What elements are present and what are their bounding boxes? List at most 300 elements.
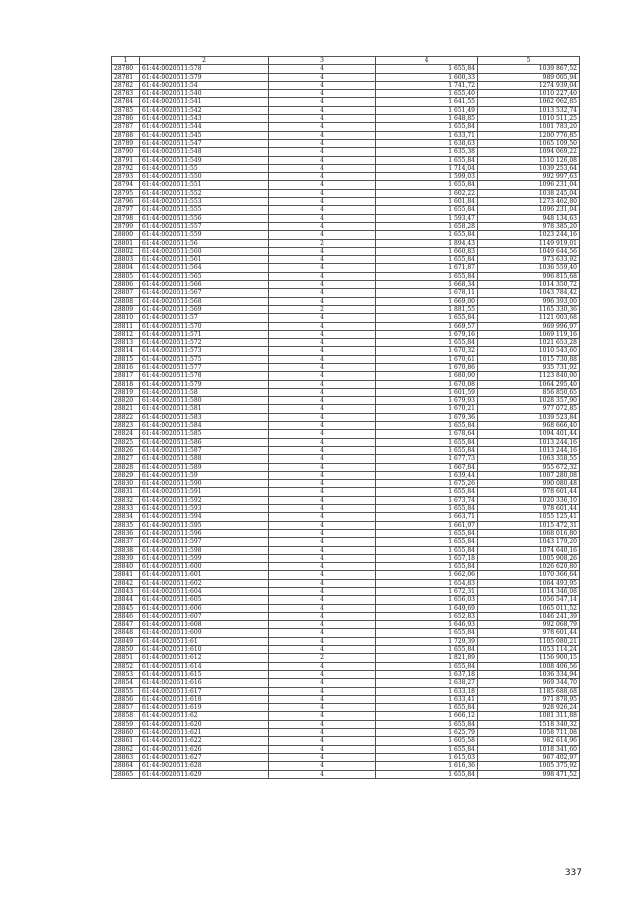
category-cell: 4 (269, 596, 376, 604)
table-row (112, 745, 580, 753)
value-cell: 989 005,94 (478, 73, 580, 81)
value-cell: 1200 776,85 (478, 131, 580, 139)
area-cell: 1 652,83 (376, 612, 478, 620)
area-cell: 1 601,59 (376, 388, 478, 396)
row-number-cell: 28813 (112, 339, 140, 347)
area-cell: 1 655,84 (376, 339, 478, 347)
table-row (112, 314, 580, 322)
area-cell: 1 678,11 (376, 289, 478, 297)
row-number-cell: 28852 (112, 662, 140, 670)
row-number-cell: 28864 (112, 762, 140, 770)
table-row (112, 496, 580, 504)
value-cell: 1039 867,52 (478, 65, 580, 73)
area-cell: 1 655,84 (376, 704, 478, 712)
area-cell: 1 680,00 (376, 372, 478, 380)
table-row (112, 679, 580, 687)
cadastral-number-cell: 61:44:0020511:552 (140, 189, 269, 197)
value-cell: 1273 462,80 (478, 198, 580, 206)
column-header-5: 5 (478, 57, 580, 65)
table-row (112, 380, 580, 388)
category-cell: 4 (269, 737, 376, 745)
category-cell: 4 (269, 339, 376, 347)
category-cell: 4 (269, 231, 376, 239)
area-cell: 1 649,69 (376, 604, 478, 612)
row-number-cell: 28853 (112, 670, 140, 678)
table-row (112, 762, 580, 770)
area-cell: 1 673,74 (376, 496, 478, 504)
row-number-cell: 28857 (112, 704, 140, 712)
area-cell: 1 666,12 (376, 712, 478, 720)
category-cell: 4 (269, 148, 376, 156)
row-number-cell: 28784 (112, 98, 140, 106)
category-cell: 4 (269, 322, 376, 330)
row-number-cell: 28801 (112, 239, 140, 247)
category-cell: 4 (269, 181, 376, 189)
cadastral-number-cell: 61:44:0020511:547 (140, 139, 269, 147)
area-cell: 1 638,27 (376, 679, 478, 687)
value-cell: 1014 350,72 (478, 281, 580, 289)
table-row (112, 455, 580, 463)
row-number-cell: 28847 (112, 621, 140, 629)
cadastral-number-cell: 61:44:0020511:544 (140, 123, 269, 131)
area-cell: 1 655,84 (376, 546, 478, 554)
header-row (112, 57, 580, 65)
category-cell: 4 (269, 388, 376, 396)
area-cell: 1 655,84 (376, 646, 478, 654)
category-cell: 4 (269, 256, 376, 264)
category-cell: 4 (269, 563, 376, 571)
category-cell: 4 (269, 762, 376, 770)
value-cell: 978 385,20 (478, 222, 580, 230)
area-cell: 1 602,22 (376, 189, 478, 197)
area-cell: 1 655,84 (376, 770, 478, 778)
category-cell: 4 (269, 422, 376, 430)
category-cell: 4 (269, 413, 376, 421)
row-number-cell: 28817 (112, 372, 140, 380)
value-cell: 967 402,97 (478, 753, 580, 761)
table-row (112, 139, 580, 147)
category-cell: 4 (269, 90, 376, 98)
table-row (112, 753, 580, 761)
table-row (112, 571, 580, 579)
category-cell: 4 (269, 206, 376, 214)
table-row (112, 347, 580, 355)
category-cell: 4 (269, 156, 376, 164)
cadastral-number-cell: 61:44:0020511:629 (140, 770, 269, 778)
area-cell: 1 657,18 (376, 554, 478, 562)
table-row (112, 621, 580, 629)
cadastral-number-cell: 61:44:0020511:583 (140, 413, 269, 421)
cadastral-number-cell: 61:44:0020511:628 (140, 762, 269, 770)
value-cell: 1065 011,52 (478, 604, 580, 612)
row-number-cell: 28855 (112, 687, 140, 695)
value-cell: 1020 336,10 (478, 496, 580, 504)
category-cell: 4 (269, 372, 376, 380)
row-number-cell: 28839 (112, 554, 140, 562)
value-cell: 1096 231,04 (478, 181, 580, 189)
table-row (112, 339, 580, 347)
category-cell: 4 (269, 98, 376, 106)
row-number-cell: 28818 (112, 380, 140, 388)
value-cell: 1053 114,24 (478, 646, 580, 654)
table-row (112, 90, 580, 98)
area-cell: 1 670,61 (376, 355, 478, 363)
cadastral-number-cell: 61:44:0020511:55 (140, 164, 269, 172)
area-cell: 1 667,84 (376, 463, 478, 471)
row-number-cell: 28822 (112, 413, 140, 421)
row-number-cell: 28858 (112, 712, 140, 720)
category-cell: 4 (269, 679, 376, 687)
cadastral-number-cell: 61:44:0020511:584 (140, 422, 269, 430)
row-number-cell: 28841 (112, 571, 140, 579)
area-cell: 1 714,04 (376, 164, 478, 172)
category-cell: 4 (269, 65, 376, 73)
area-cell: 1 601,84 (376, 198, 478, 206)
row-number-cell: 28851 (112, 654, 140, 662)
row-number-cell: 28826 (112, 446, 140, 454)
value-cell: 1015 730,88 (478, 355, 580, 363)
cadastral-number-cell: 61:44:0020511:559 (140, 231, 269, 239)
table-row (112, 222, 580, 230)
value-cell: 998 471,52 (478, 770, 580, 778)
category-cell: 4 (269, 521, 376, 529)
column-header-4: 4 (376, 57, 478, 65)
table-row (112, 206, 580, 214)
cadastral-number-cell: 61:44:0020511:622 (140, 737, 269, 745)
row-number-cell: 28859 (112, 720, 140, 728)
category-cell: 4 (269, 538, 376, 546)
value-cell: 1121 003,68 (478, 314, 580, 322)
table-row (112, 737, 580, 745)
table-row (112, 106, 580, 114)
area-cell: 1 655,40 (376, 90, 478, 98)
row-number-cell: 28798 (112, 214, 140, 222)
area-cell: 1 651,49 (376, 106, 478, 114)
cadastral-number-cell: 61:44:0020511:614 (140, 662, 269, 670)
value-cell: 1518 340,32 (478, 720, 580, 728)
cadastral-number-cell: 61:44:0020511:601 (140, 571, 269, 579)
cadastral-number-cell: 61:44:0020511:589 (140, 463, 269, 471)
value-cell: 928 926,24 (478, 704, 580, 712)
table-row (112, 231, 580, 239)
value-cell: 1064 295,40 (478, 380, 580, 388)
area-cell: 1 662,06 (376, 571, 478, 579)
area-cell: 1 655,84 (376, 662, 478, 670)
area-cell: 1 655,84 (376, 314, 478, 322)
category-cell: 4 (269, 405, 376, 413)
cadastral-number-cell: 61:44:0020511:608 (140, 621, 269, 629)
area-cell: 1 655,84 (376, 720, 478, 728)
row-number-cell: 28816 (112, 363, 140, 371)
row-number-cell: 28786 (112, 115, 140, 123)
table-row (112, 264, 580, 272)
value-cell: 1018 341,60 (478, 745, 580, 753)
row-number-cell: 28782 (112, 81, 140, 89)
cadastral-number-cell: 61:44:0020511:612 (140, 654, 269, 662)
category-cell: 4 (269, 546, 376, 554)
row-number-cell: 28827 (112, 455, 140, 463)
row-number-cell: 28812 (112, 330, 140, 338)
cadastral-number-cell: 61:44:0020511:620 (140, 720, 269, 728)
category-cell: 4 (269, 355, 376, 363)
area-cell: 1 669,00 (376, 297, 478, 305)
row-number-cell: 28863 (112, 753, 140, 761)
row-number-cell: 28830 (112, 480, 140, 488)
row-number-cell: 28781 (112, 73, 140, 81)
value-cell: 1058 711,08 (478, 729, 580, 737)
value-cell: 1165 330,36 (478, 305, 580, 313)
table-row (112, 148, 580, 156)
category-cell: 4 (269, 330, 376, 338)
value-cell: 1081 311,88 (478, 712, 580, 720)
table-row (112, 289, 580, 297)
row-number-cell: 28838 (112, 546, 140, 554)
value-cell: 1094 401,44 (478, 430, 580, 438)
area-cell: 1 655,84 (376, 272, 478, 280)
value-cell: 1013 532,74 (478, 106, 580, 114)
row-number-cell: 28832 (112, 496, 140, 504)
category-cell: 4 (269, 455, 376, 463)
row-number-cell: 28806 (112, 281, 140, 289)
row-number-cell: 28829 (112, 471, 140, 479)
row-number-cell: 28804 (112, 264, 140, 272)
table-row (112, 596, 580, 604)
row-number-cell: 28843 (112, 588, 140, 596)
cadastral-number-cell: 61:44:0020511:596 (140, 529, 269, 537)
category-cell: 4 (269, 720, 376, 728)
category-cell: 4 (269, 496, 376, 504)
table-row (112, 770, 580, 778)
area-cell: 1 648,85 (376, 115, 478, 123)
row-number-cell: 28850 (112, 646, 140, 654)
area-cell: 1 639,44 (376, 471, 478, 479)
cadastral-number-cell: 61:44:0020511:610 (140, 646, 269, 654)
cadastral-number-cell: 61:44:0020511:561 (140, 256, 269, 264)
cadastral-number-cell: 61:44:0020511:571 (140, 330, 269, 338)
row-number-cell: 28823 (112, 422, 140, 430)
category-cell: 4 (269, 123, 376, 131)
area-cell: 1 655,84 (376, 123, 478, 131)
row-number-cell: 28802 (112, 247, 140, 255)
value-cell: 1062 062,85 (478, 98, 580, 106)
cadastral-number-cell: 61:44:0020511:602 (140, 579, 269, 587)
area-cell: 1 625,79 (376, 729, 478, 737)
area-cell: 1 661,97 (376, 521, 478, 529)
area-cell: 1 675,26 (376, 480, 478, 488)
value-cell: 1007 280,08 (478, 471, 580, 479)
cadastral-number-cell: 61:44:0020511:585 (140, 430, 269, 438)
table-row (112, 173, 580, 181)
cadastral-number-cell: 61:44:0020511:565 (140, 272, 269, 280)
category-cell: 4 (269, 770, 376, 778)
row-number-cell: 28819 (112, 388, 140, 396)
table-row (112, 156, 580, 164)
table-row (112, 687, 580, 695)
value-cell: 1105 080,21 (478, 637, 580, 645)
area-cell: 1 660,83 (376, 247, 478, 255)
value-cell: 1010 543,60 (478, 347, 580, 355)
area-cell: 1 670,08 (376, 380, 478, 388)
table-row (112, 637, 580, 645)
cadastral-number-cell: 61:44:0020511:540 (140, 90, 269, 98)
cadastral-number-cell: 61:44:0020511:594 (140, 513, 269, 521)
table-row (112, 538, 580, 546)
row-number-cell: 28808 (112, 297, 140, 305)
category-cell: 4 (269, 272, 376, 280)
data-table (111, 56, 580, 779)
area-cell: 1 658,28 (376, 222, 478, 230)
value-cell: 1010 511,25 (478, 115, 580, 123)
category-cell: 4 (269, 446, 376, 454)
row-number-cell: 28792 (112, 164, 140, 172)
cadastral-number-cell: 61:44:0020511:587 (140, 446, 269, 454)
row-number-cell: 28807 (112, 289, 140, 297)
cadastral-number-cell: 61:44:0020511:550 (140, 173, 269, 181)
area-cell: 1 638,63 (376, 139, 478, 147)
table-row (112, 704, 580, 712)
value-cell: 1013 244,16 (478, 438, 580, 446)
table-row (112, 355, 580, 363)
row-number-cell: 28836 (112, 529, 140, 537)
area-cell: 1 600,33 (376, 73, 478, 81)
area-cell: 1 655,84 (376, 505, 478, 513)
row-number-cell: 28780 (112, 65, 140, 73)
value-cell: 1055 125,41 (478, 513, 580, 521)
area-cell: 1 677,73 (376, 455, 478, 463)
value-cell: 1043 179,20 (478, 538, 580, 546)
row-number-cell: 28834 (112, 513, 140, 521)
area-cell: 1 655,84 (376, 65, 478, 73)
table-row (112, 98, 580, 106)
table-row (112, 521, 580, 529)
category-cell: 2 (269, 305, 376, 313)
cadastral-number-cell: 61:44:0020511:619 (140, 704, 269, 712)
cadastral-number-cell: 61:44:0020511:615 (140, 670, 269, 678)
row-number-cell: 28820 (112, 397, 140, 405)
category-cell: 4 (269, 712, 376, 720)
row-number-cell: 28854 (112, 679, 140, 687)
cadastral-number-cell: 61:44:0020511:626 (140, 745, 269, 753)
table-row (112, 670, 580, 678)
table-row (112, 388, 580, 396)
table-row (112, 422, 580, 430)
category-cell: 4 (269, 588, 376, 596)
cadastral-number-cell: 61:44:0020511:617 (140, 687, 269, 695)
category-cell: 4 (269, 289, 376, 297)
table-row (112, 405, 580, 413)
cadastral-number-cell: 61:44:0020511:58 (140, 388, 269, 396)
table-row (112, 588, 580, 596)
value-cell: 971 878,95 (478, 695, 580, 703)
category-cell: 4 (269, 314, 376, 322)
area-cell: 1 655,84 (376, 256, 478, 264)
area-cell: 1 679,93 (376, 397, 478, 405)
category-cell: 4 (269, 222, 376, 230)
table-row (112, 189, 580, 197)
value-cell: 978 601,44 (478, 629, 580, 637)
cadastral-number-cell: 61:44:0020511:592 (140, 496, 269, 504)
category-cell: 4 (269, 297, 376, 305)
category-cell: 4 (269, 704, 376, 712)
row-number-cell: 28810 (112, 314, 140, 322)
row-number-cell: 28789 (112, 139, 140, 147)
value-cell: 1274 939,04 (478, 81, 580, 89)
table-row (112, 488, 580, 496)
row-number-cell: 28844 (112, 596, 140, 604)
cadastral-number-cell: 61:44:0020511:541 (140, 98, 269, 106)
row-number-cell: 28800 (112, 231, 140, 239)
table-row (112, 546, 580, 554)
row-number-cell: 28805 (112, 272, 140, 280)
area-cell: 1 646,93 (376, 621, 478, 629)
table-header (112, 57, 580, 65)
category-cell: 4 (269, 430, 376, 438)
table-row (112, 438, 580, 446)
area-cell: 1 655,84 (376, 156, 478, 164)
cadastral-number-cell: 61:44:0020511:604 (140, 588, 269, 596)
cadastral-number-cell: 61:44:0020511:597 (140, 538, 269, 546)
row-number-cell: 28833 (112, 505, 140, 513)
cadastral-number-cell: 61:44:0020511:569 (140, 305, 269, 313)
cadastral-number-cell: 61:44:0020511:578 (140, 65, 269, 73)
table-row (112, 480, 580, 488)
cadastral-number-cell: 61:44:0020511:606 (140, 604, 269, 612)
row-number-cell: 28845 (112, 604, 140, 612)
value-cell: 1096 231,04 (478, 206, 580, 214)
area-cell: 1 655,84 (376, 181, 478, 189)
area-cell: 1 641,55 (376, 98, 478, 106)
row-number-cell: 28856 (112, 695, 140, 703)
table-row (112, 629, 580, 637)
category-cell: 4 (269, 646, 376, 654)
category-cell: 4 (269, 380, 376, 388)
row-number-cell: 28860 (112, 729, 140, 737)
cadastral-number-cell: 61:44:0020511:556 (140, 214, 269, 222)
value-cell: 1039 253,64 (478, 164, 580, 172)
table-row (112, 281, 580, 289)
area-cell: 1 881,55 (376, 305, 478, 313)
area-cell: 1 668,34 (376, 281, 478, 289)
area-cell: 1 655,84 (376, 629, 478, 637)
category-cell: 4 (269, 131, 376, 139)
table-row (112, 123, 580, 131)
cadastral-number-cell: 61:44:0020511:618 (140, 695, 269, 703)
table-row (112, 372, 580, 380)
cadastral-number-cell: 61:44:0020511:588 (140, 455, 269, 463)
category-cell: 4 (269, 347, 376, 355)
value-cell: 1008 406,56 (478, 662, 580, 670)
area-cell: 1 655,84 (376, 446, 478, 454)
cadastral-number-cell: 61:44:0020511:553 (140, 198, 269, 206)
value-cell: 1014 346,08 (478, 588, 580, 596)
category-cell: 4 (269, 480, 376, 488)
category-cell: 4 (269, 670, 376, 678)
table-row (112, 430, 580, 438)
row-number-cell: 28842 (112, 579, 140, 587)
area-cell: 1 605,58 (376, 737, 478, 745)
value-cell: 1015 472,31 (478, 521, 580, 529)
area-cell: 1 615,03 (376, 753, 478, 761)
area-cell: 1 669,57 (376, 322, 478, 330)
category-cell: 4 (269, 164, 376, 172)
category-cell: 4 (269, 687, 376, 695)
value-cell: 1149 919,01 (478, 239, 580, 247)
table-row (112, 81, 580, 89)
cadastral-number-cell: 61:44:0020511:595 (140, 521, 269, 529)
area-cell: 1 655,84 (376, 488, 478, 496)
category-cell: 4 (269, 612, 376, 620)
cadastral-number-cell: 61:44:0020511:568 (140, 297, 269, 305)
